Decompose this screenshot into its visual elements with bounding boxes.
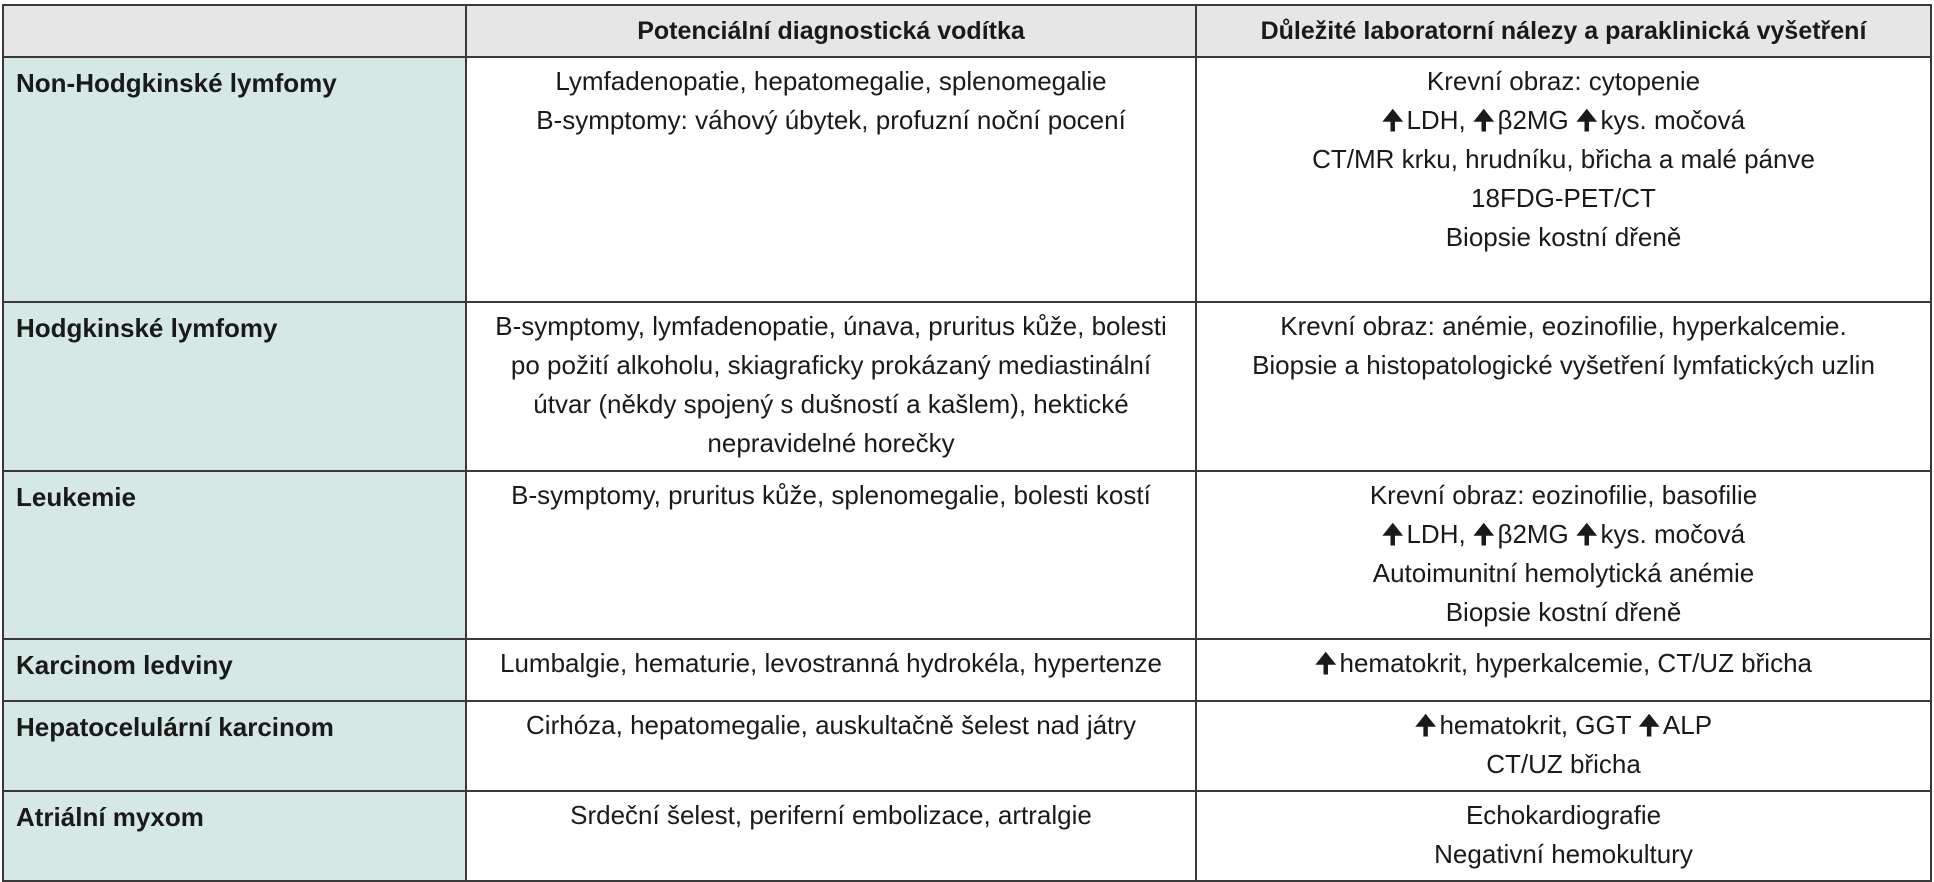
- clues-cell: [466, 302, 1196, 471]
- row-label: Atriální myxom: [3, 791, 466, 881]
- clues-line: B-symptomy, pruritus kůže, splenomegalie, bolesti kostí: [511, 480, 1151, 510]
- lab-line: Biopsie a histopatologické vyšetření lymfatických uzlin: [1252, 350, 1875, 380]
- lab-line: Krevní obraz: eozinofilie, basofilie: [1369, 480, 1758, 510]
- row-label: Karcinom ledviny: [3, 639, 466, 701]
- lab-text: kys. močová: [1600, 519, 1746, 549]
- row-label: Hodgkinské lymfomy: [3, 302, 466, 471]
- header-row: [3, 5, 1931, 57]
- header-empty-cell: [3, 5, 466, 57]
- up-arrow-icon: 🠉: [1576, 519, 1598, 549]
- table-row: [3, 639, 1931, 701]
- lab-cell: [1196, 701, 1931, 791]
- clues-line: útvar (někdy spojený s dušností a kašlem), hektické: [533, 389, 1129, 419]
- row-label: Hepatocelulární karcinom: [3, 701, 466, 791]
- lab-text: LDH,: [1406, 519, 1466, 549]
- table-row: [3, 471, 1931, 639]
- lab-line: Biopsie kostní dřeně: [1445, 222, 1682, 252]
- clues-line: po požití alkoholu, skiagraficky prokázaný mediastinální: [510, 350, 1152, 380]
- lab-line: [1205, 644, 1922, 683]
- row-label: Non-Hodgkinské lymfomy: [3, 57, 466, 302]
- clues-cell: [466, 639, 1196, 701]
- clues-cell: [466, 701, 1196, 791]
- clues-line: Lymfadenopatie, hepatomegalie, splenomegalie: [555, 66, 1107, 96]
- table-row: [3, 302, 1931, 471]
- lab-text: β2MG: [1497, 519, 1569, 549]
- clues-cell: [466, 471, 1196, 639]
- clues-line: Lumbalgie, hematurie, levostranná hydrokéla, hypertenze: [500, 648, 1162, 678]
- lab-line: Echokardiografie: [1465, 800, 1662, 830]
- clues-line: Srdeční šelest, periferní embolizace, artralgie: [570, 800, 1092, 830]
- up-arrow-icon: 🠉: [1381, 105, 1404, 135]
- lab-cell: [1196, 302, 1931, 471]
- lab-line: [1205, 515, 1922, 554]
- lab-cell: [1196, 791, 1931, 881]
- table-row: [3, 57, 1931, 302]
- lab-cell: [1196, 57, 1931, 302]
- lab-line: [1205, 101, 1922, 140]
- lab-line: Krevní obraz: anémie, eozinofilie, hyperkalcemie.: [1280, 311, 1847, 341]
- up-arrow-icon: 🠉: [1314, 648, 1337, 678]
- lab-text: ALP: [1662, 710, 1713, 740]
- lab-text: kys. močová: [1600, 105, 1746, 135]
- up-arrow-icon: 🠉: [1381, 519, 1404, 549]
- header-lab-findings: Důležité laboratorní nálezy a paraklinická vyšetření: [1196, 5, 1931, 57]
- clues-line: B-symptomy: váhový úbytek, profuzní noční pocení: [536, 105, 1126, 135]
- lab-line: [1205, 706, 1922, 745]
- lab-line: Autoimunitní hemolytická anémie: [1372, 558, 1755, 588]
- row-label: Leukemie: [3, 471, 466, 639]
- up-arrow-icon: 🠉: [1638, 710, 1660, 740]
- table-row: [3, 701, 1931, 791]
- clues-line: nepravidelné horečky: [707, 428, 955, 458]
- lab-text: hematokrit, hyperkalcemie, CT/UZ břicha: [1339, 648, 1812, 678]
- table-row: [3, 791, 1931, 881]
- up-arrow-icon: 🠉: [1472, 105, 1495, 135]
- clues-line: B-symptomy, lymfadenopatie, únava, pruritus kůže, bolesti: [495, 311, 1167, 341]
- header-diagnostic-clues: Potenciální diagnostická vodítka: [466, 5, 1196, 57]
- lab-cell: [1196, 471, 1931, 639]
- clues-cell: [466, 791, 1196, 881]
- table-wrapper: [2, 4, 1932, 882]
- lab-text: β2MG: [1497, 105, 1569, 135]
- up-arrow-icon: 🠉: [1576, 105, 1598, 135]
- lab-line: Negativní hemokultury: [1434, 839, 1693, 869]
- up-arrow-icon: 🠉: [1414, 710, 1437, 740]
- clues-line: Cirhóza, hepatomegalie, auskultačně šelest nad játry: [526, 710, 1136, 740]
- clues-cell: [466, 57, 1196, 302]
- lab-line: Krevní obraz: cytopenie: [1426, 66, 1701, 96]
- lab-cell: [1196, 639, 1931, 701]
- diagnostic-table: [2, 4, 1932, 882]
- lab-line: CT/MR krku, hrudníku, břicha a malé pánve: [1312, 144, 1815, 174]
- up-arrow-icon: 🠉: [1472, 519, 1495, 549]
- lab-text: LDH,: [1406, 105, 1466, 135]
- lab-line: CT/UZ břicha: [1486, 749, 1641, 779]
- lab-text: hematokrit, GGT: [1439, 710, 1632, 740]
- lab-line: Biopsie kostní dřeně: [1445, 597, 1682, 627]
- lab-line: 18FDG-PET/CT: [1471, 183, 1656, 213]
